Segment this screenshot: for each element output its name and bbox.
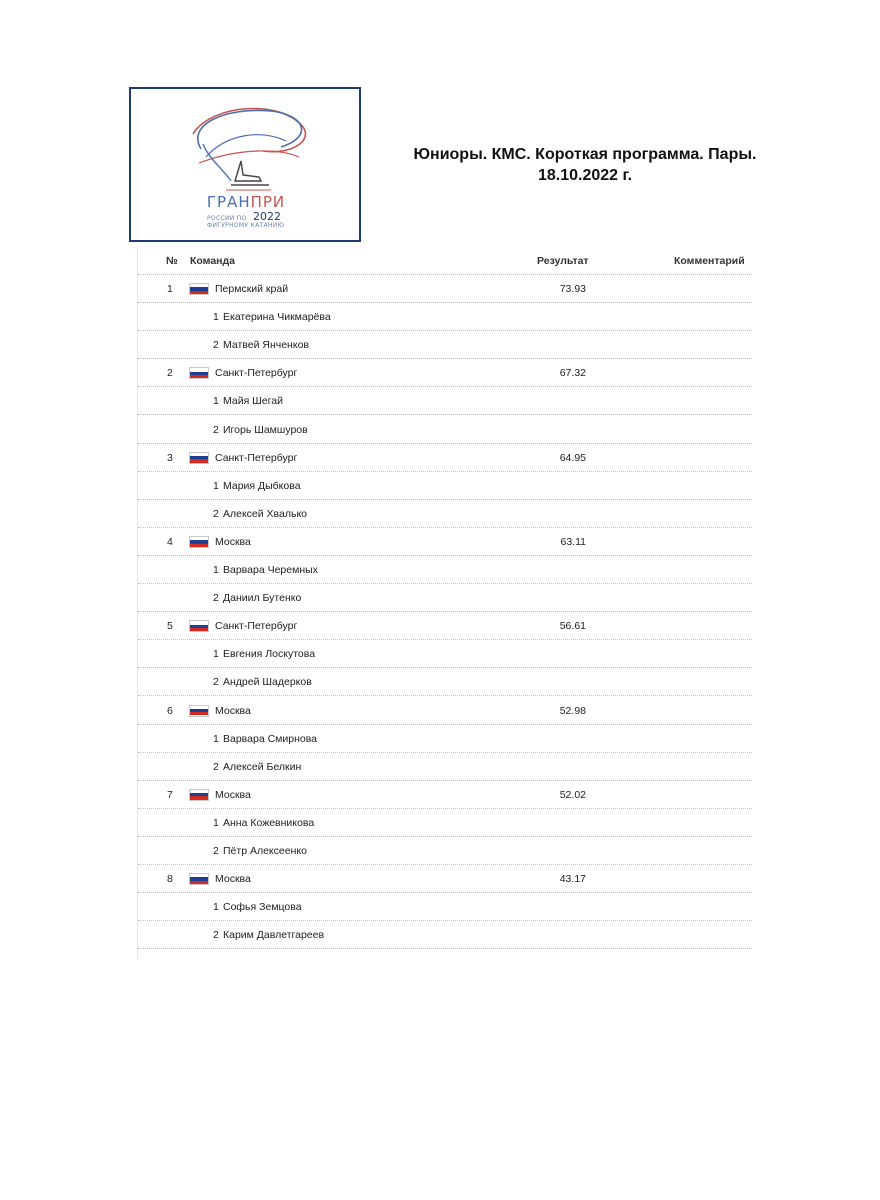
member-row: [138, 836, 752, 865]
result-score: 56.61: [559, 620, 586, 633]
member-order: 1: [213, 816, 219, 829]
member-row: [138, 639, 752, 668]
header-number: №: [166, 255, 178, 267]
team-row: [138, 780, 752, 809]
document-title: [400, 144, 770, 186]
place-number: 2: [167, 367, 173, 380]
team-row: [138, 443, 752, 472]
member-order: 1: [213, 311, 219, 324]
header-comment: Комментарий: [674, 255, 745, 267]
member-order: 2: [213, 760, 219, 773]
place-number: 1: [167, 283, 173, 295]
team-row: [138, 611, 752, 640]
member-order: 1: [213, 479, 219, 492]
member-order: 2: [213, 929, 219, 942]
member-name: Анна Кожевникова: [223, 816, 315, 829]
place-number: 5: [167, 620, 173, 633]
header-result: Результат: [537, 255, 589, 267]
place-number: 4: [167, 535, 173, 548]
russia-flag-icon: [190, 874, 208, 884]
member-row: [138, 330, 752, 359]
member-order: 1: [213, 648, 219, 661]
russia-flag-icon: [190, 453, 208, 463]
member-order: 2: [213, 423, 219, 436]
russia-flag-icon: [190, 368, 208, 378]
member-row: [138, 415, 752, 444]
team-row: [138, 358, 752, 387]
team-name: Москва: [215, 873, 251, 886]
member-row: [138, 808, 752, 837]
member-row: [138, 667, 752, 696]
table-header-row: [138, 246, 752, 275]
team-name: Санкт-Петербург: [215, 451, 298, 464]
member-row: [138, 920, 752, 949]
team-name: Москва: [215, 788, 251, 801]
result-score: 63.11: [560, 535, 586, 548]
logo-subtitle: РОССИИ ПО ФИГУРНОМУ КАТАНИЮ: [207, 215, 285, 229]
russia-flag-icon: [190, 706, 208, 716]
logo-wordmark: ГРАНПРИ: [206, 193, 286, 211]
logo-year: 2022: [253, 210, 281, 223]
place-number: 8: [167, 873, 173, 886]
member-name: Даниил Бутенко: [223, 592, 302, 605]
results-table: [137, 246, 752, 958]
team-name: Санкт-Петербург: [215, 620, 298, 633]
member-order: 2: [213, 676, 219, 689]
member-order: 2: [213, 845, 219, 857]
place-number: 3: [167, 451, 173, 464]
member-row: [138, 892, 752, 921]
member-row: [138, 752, 752, 781]
team-name: Москва: [215, 535, 251, 548]
member-order: 2: [213, 339, 219, 352]
russia-flag-icon: [190, 621, 208, 631]
russia-flag-icon: [190, 790, 208, 800]
team-row: [138, 527, 752, 556]
team-name: Пермский край: [215, 283, 289, 295]
result-score: 64.95: [559, 451, 586, 464]
member-name: Карим Давлетгареев: [223, 929, 325, 942]
member-row: [138, 724, 752, 753]
member-order: 2: [213, 592, 219, 605]
member-name: Пётр Алексеенко: [223, 845, 307, 857]
member-name: Матвей Янченков: [223, 339, 309, 352]
member-row: [138, 302, 752, 331]
team-name: Санкт-Петербург: [215, 367, 298, 380]
place-number: 6: [167, 704, 173, 717]
member-name: Алексей Хвалько: [223, 507, 308, 520]
header-team: Команда: [190, 255, 235, 267]
result-score: 67.32: [559, 367, 586, 380]
russia-flag-icon: [190, 537, 208, 547]
team-row: [138, 864, 752, 893]
member-name: Андрей Шадерков: [223, 676, 312, 689]
member-name: Варвара Смирнова: [223, 732, 318, 745]
member-name: Евгения Лоскутова: [223, 648, 316, 661]
result-score: 52.02: [559, 788, 586, 801]
result-score: 43.17: [559, 873, 586, 886]
member-name: Алексей Белкин: [223, 760, 302, 773]
member-row: [138, 471, 752, 500]
member-row: [138, 386, 752, 415]
member-name: Екатерина Чикмарёва: [223, 311, 331, 324]
member-name: Софья Земцова: [223, 901, 302, 914]
member-name: Мария Дыбкова: [223, 479, 301, 492]
title-line-event: Юниоры. КМС. Короткая программа. Пары.: [413, 146, 757, 163]
result-score: 73.93: [559, 283, 586, 295]
title-line-date: 18.10.2022 г.: [537, 167, 633, 184]
member-name: Майя Шегай: [223, 395, 283, 408]
team-name: Москва: [215, 704, 251, 717]
member-order: 1: [213, 564, 219, 576]
place-number: 7: [167, 788, 173, 801]
member-row: [138, 499, 752, 528]
member-row: [138, 583, 752, 612]
member-order: 1: [213, 395, 219, 408]
member-name: Игорь Шамшуров: [223, 423, 308, 436]
team-row: [138, 274, 752, 303]
team-row: [138, 696, 752, 725]
russia-flag-icon: [190, 284, 208, 294]
member-row: [138, 555, 752, 584]
member-name: Варвара Черемных: [223, 564, 318, 576]
member-order: 1: [213, 732, 219, 745]
member-order: 1: [213, 901, 219, 914]
member-order: 2: [213, 507, 219, 520]
result-score: 52.98: [559, 704, 586, 717]
grand-prix-logo: [129, 87, 361, 242]
